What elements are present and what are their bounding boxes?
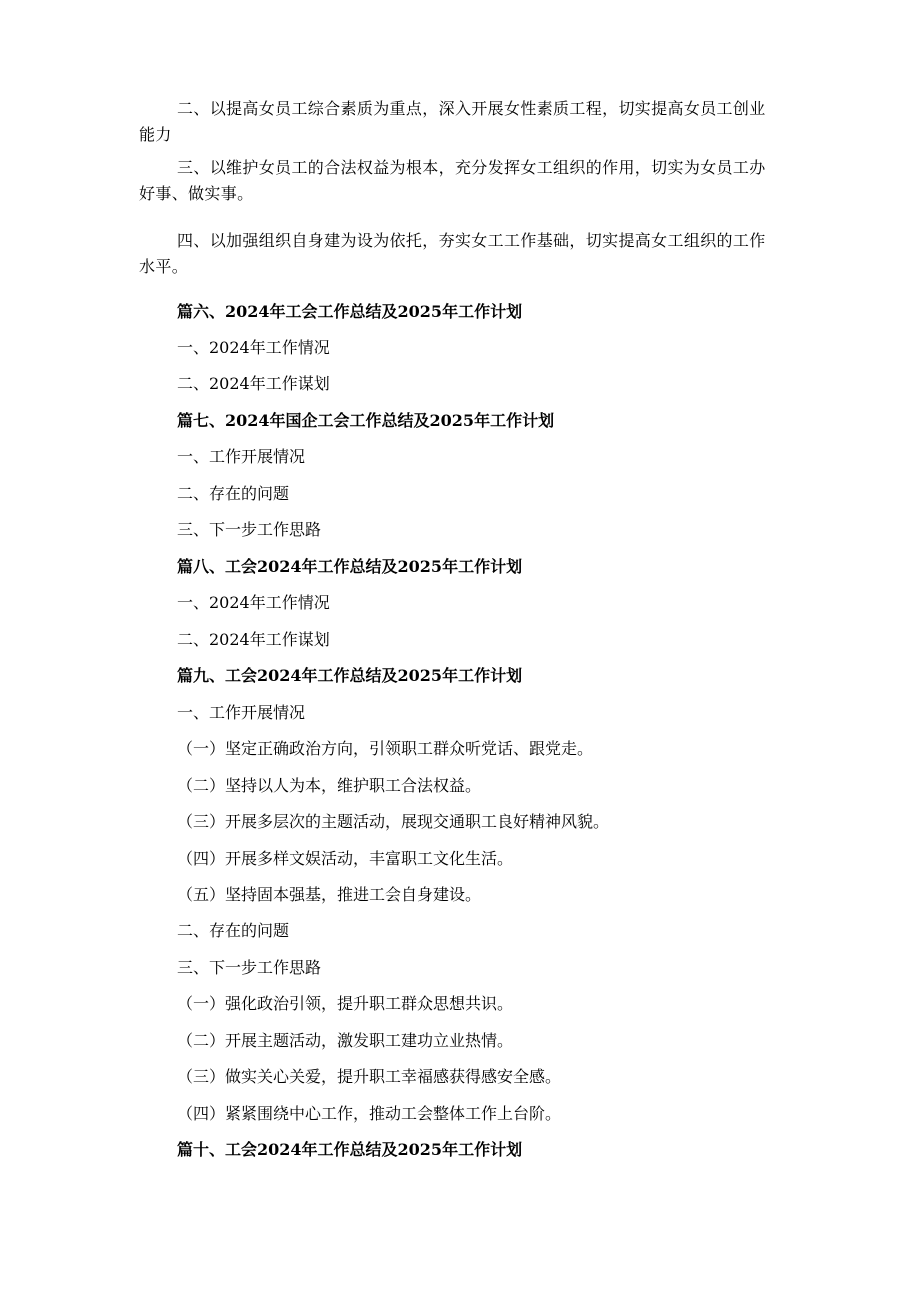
heading-part-nine: 篇九、工会2024年工作总结及2025年工作计划 bbox=[177, 666, 523, 685]
list-item: （一）强化政治引领，提升职工群众思想共识。 bbox=[177, 994, 514, 1013]
list-item: （四）开展多样文娱活动，丰富职工文化生活。 bbox=[177, 849, 514, 868]
list-item: （二）开展主题活动，激发职工建功立业热情。 bbox=[177, 1031, 514, 1050]
list-item: （三）做实关心关爱，提升职工幸福感获得感安全感。 bbox=[177, 1067, 562, 1086]
section-work-progress: 一、工作开展情况 bbox=[177, 447, 306, 466]
heading-part-six: 篇六、2024年工会工作总结及2025年工作计划 bbox=[177, 302, 523, 321]
heading-part-eight: 篇八、工会2024年工作总结及2025年工作计划 bbox=[177, 557, 523, 576]
section-work-progress: 一、工作开展情况 bbox=[177, 703, 306, 722]
paragraph-protect-female-rights: 三、以维护女员工的合法权益为根本，充分发挥女工组织的作用，切实为女员工办好事、做实事。 bbox=[139, 158, 766, 203]
section-existing-problems: 二、存在的问题 bbox=[177, 921, 290, 940]
section-2024-work-status: 一、2024年工作情况 bbox=[177, 593, 330, 612]
list-item: （五）坚持固本强基，推进工会自身建设。 bbox=[177, 885, 482, 904]
heading-part-seven: 篇七、2024年国企工会工作总结及2025年工作计划 bbox=[177, 411, 555, 430]
list-item: （二）坚持以人为本，维护职工合法权益。 bbox=[177, 776, 482, 795]
list-item: （四）紧紧围绕中心工作，推动工会整体工作上台阶。 bbox=[177, 1104, 562, 1123]
heading-part-ten: 篇十、工会2024年工作总结及2025年工作计划 bbox=[177, 1140, 523, 1159]
section-2024-work-plan: 二、2024年工作谋划 bbox=[177, 374, 330, 393]
section-existing-problems: 二、存在的问题 bbox=[177, 484, 290, 503]
section-2024-work-status: 一、2024年工作情况 bbox=[177, 338, 330, 357]
section-2024-work-plan: 二、2024年工作谋划 bbox=[177, 630, 330, 649]
paragraph-strengthen-organization: 四、以加强组织自身建为设为依托，夯实女工工作基础，切实提高女工组织的工作水平。 bbox=[139, 231, 766, 276]
section-next-steps: 三、下一步工作思路 bbox=[177, 520, 322, 539]
list-item: （一）坚定正确政治方向，引领职工群众听党话、跟党走。 bbox=[177, 739, 594, 758]
paragraph-improve-female-quality: 二、以提高女员工综合素质为重点，深入开展女性素质工程，切实提高女员工创业能力 bbox=[139, 99, 766, 144]
section-next-steps: 三、下一步工作思路 bbox=[177, 958, 322, 977]
list-item: （三）开展多层次的主题活动，展现交通职工良好精神风貌。 bbox=[177, 812, 610, 831]
